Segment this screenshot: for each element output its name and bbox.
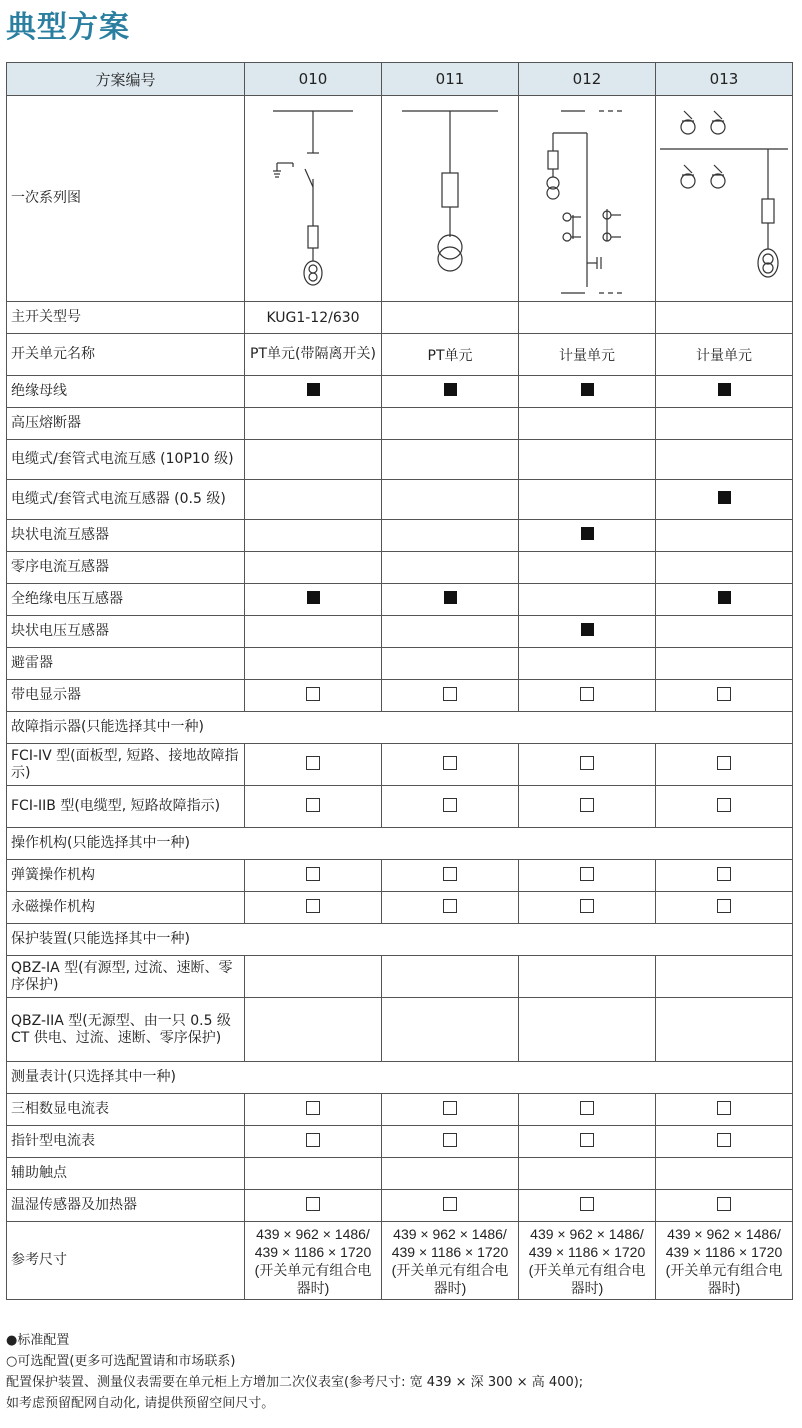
table-cell: [245, 408, 382, 440]
size-line: 439 × 1186 × 1720: [391, 1243, 509, 1260]
table-cell: [382, 584, 519, 616]
table-cell: [519, 480, 656, 520]
section-row: [7, 712, 793, 744]
table-cell: 计量单元: [519, 334, 656, 376]
optional-config-icon: [443, 798, 457, 812]
standard-config-icon: [581, 527, 594, 540]
optional-config-icon: [717, 899, 731, 913]
table-row: [7, 302, 793, 334]
table-cell: [245, 616, 382, 648]
table-cell: [382, 956, 519, 998]
table-cell: [382, 480, 519, 520]
optional-config-icon: [717, 756, 731, 770]
section-row: [7, 1062, 793, 1094]
optional-config-icon: [580, 798, 594, 812]
row-label: 辅助触点: [7, 1158, 245, 1190]
diagram-013: [656, 96, 793, 302]
table-cell: [519, 892, 656, 924]
table-cell: [245, 552, 382, 584]
size-cell: [382, 1222, 519, 1300]
table-cell: [519, 744, 656, 786]
table-cell: [382, 552, 519, 584]
table-cell: [656, 520, 793, 552]
size-line: 439 × 962 × 1486/: [530, 1225, 644, 1242]
row-label: 带电显示器: [7, 680, 245, 712]
table-cell: [382, 998, 519, 1062]
table-cell: [656, 1190, 793, 1222]
standard-config-icon: [444, 383, 457, 396]
standard-config-icon: [581, 383, 594, 396]
optional-config-icon: [580, 1197, 594, 1211]
standard-config-icon: [718, 491, 731, 504]
table-cell: [656, 860, 793, 892]
table-cell: [245, 1158, 382, 1190]
optional-config-icon: [306, 687, 320, 701]
single-line-diagram-icon: [660, 101, 790, 297]
section-label: 测量表计(只选择其中一种): [7, 1062, 793, 1094]
optional-config-icon: [717, 687, 731, 701]
table-row: [7, 956, 793, 998]
table-cell: [519, 440, 656, 480]
table-row: [7, 334, 793, 376]
optional-config-icon: [306, 798, 320, 812]
optional-config-icon: [717, 867, 731, 881]
optional-config-icon: [717, 1101, 731, 1115]
table-row: [7, 744, 793, 786]
table-cell: [519, 860, 656, 892]
table-row: [7, 1126, 793, 1158]
table-cell: [382, 744, 519, 786]
table-cell: [519, 648, 656, 680]
table-cell: [382, 1126, 519, 1158]
table-cell: [382, 408, 519, 440]
optional-config-icon: [443, 899, 457, 913]
size-cell: [656, 1222, 793, 1300]
table-cell: [519, 520, 656, 552]
diagram-row: [7, 96, 793, 302]
optional-config-icon: [580, 1133, 594, 1147]
table-cell: [245, 680, 382, 712]
standard-config-icon: [307, 383, 320, 396]
standard-config-icon: [581, 623, 594, 636]
table-cell: [656, 302, 793, 334]
note-line: ○可选配置(更多可选配置请和市场联系): [6, 1354, 236, 1369]
row-label: 弹簧操作机构: [7, 860, 245, 892]
diagram-label: 一次系列图: [7, 96, 245, 302]
diagram-011: [382, 96, 519, 302]
header-cell: 012: [519, 63, 656, 96]
size-line: 439 × 962 × 1486/: [393, 1225, 507, 1242]
row-label: 块状电压互感器: [7, 616, 245, 648]
table-cell: [382, 1094, 519, 1126]
table-cell: [245, 1126, 382, 1158]
table-row: [7, 440, 793, 480]
table-row: [7, 1094, 793, 1126]
note-line: 如考虑预留配网自动化, 请提供预留空间尺寸。: [6, 1396, 275, 1411]
row-label: 块状电流互感器: [7, 520, 245, 552]
header-cell: 013: [656, 63, 793, 96]
table-row: [7, 860, 793, 892]
row-label: 指针型电流表: [7, 1126, 245, 1158]
table-cell: [382, 376, 519, 408]
row-label: 开关单元名称: [7, 334, 245, 376]
single-line-diagram-icon: [253, 101, 373, 297]
scheme-table: [6, 62, 793, 1300]
table-cell: [519, 408, 656, 440]
table-cell: [245, 520, 382, 552]
table-cell: [656, 1158, 793, 1190]
table-cell: 计量单元: [656, 334, 793, 376]
size-line: 439 × 1186 × 1720: [665, 1243, 783, 1260]
diagram-012: [519, 96, 656, 302]
section-label: 操作机构(只能选择其中一种): [7, 828, 793, 860]
optional-config-icon: [306, 1133, 320, 1147]
optional-config-icon: [580, 1101, 594, 1115]
optional-config-icon: [443, 756, 457, 770]
optional-config-icon: [580, 867, 594, 881]
optional-config-icon: [443, 1197, 457, 1211]
row-label: 电缆式/套管式电流互感 (10P10 级): [7, 440, 245, 480]
optional-config-icon: [580, 899, 594, 913]
row-label: 电缆式/套管式电流互感器 (0.5 级): [7, 480, 245, 520]
size-cell: [519, 1222, 656, 1300]
size-line: (开关单元有组合电器时): [254, 1261, 372, 1296]
optional-config-icon: [306, 899, 320, 913]
optional-config-icon: [306, 756, 320, 770]
table-cell: [519, 998, 656, 1062]
table-cell: [656, 376, 793, 408]
single-line-diagram-icon: [523, 101, 653, 297]
table-row: [7, 480, 793, 520]
table-cell: [656, 744, 793, 786]
size-line: (开关单元有组合电器时): [391, 1261, 509, 1296]
section-label: 故障指示器(只能选择其中一种): [7, 712, 793, 744]
table-cell: [656, 892, 793, 924]
table-cell: [519, 552, 656, 584]
optional-config-icon: [443, 1101, 457, 1115]
table-cell: [519, 1094, 656, 1126]
optional-config-icon: [443, 687, 457, 701]
notes: [6, 1330, 583, 1414]
optional-config-icon: [443, 1133, 457, 1147]
table-cell: [519, 786, 656, 828]
table-row: [7, 998, 793, 1062]
table-cell: [245, 892, 382, 924]
row-label: 参考尺寸: [7, 1222, 245, 1300]
table-cell: [519, 1158, 656, 1190]
table-cell: [656, 584, 793, 616]
table-cell: [656, 616, 793, 648]
table-cell: [382, 520, 519, 552]
page-title: 典型方案: [6, 10, 130, 45]
table-cell: [382, 1190, 519, 1222]
standard-config-icon: [718, 383, 731, 396]
row-label: 避雷器: [7, 648, 245, 680]
table-row: [7, 584, 793, 616]
table-cell: [656, 480, 793, 520]
table-cell: [382, 440, 519, 480]
table-row: [7, 648, 793, 680]
table-cell: [519, 1126, 656, 1158]
table-cell: [245, 376, 382, 408]
header-cell: 方案编号: [7, 63, 245, 96]
row-label: 温湿传感器及加热器: [7, 1190, 245, 1222]
table-row: [7, 1190, 793, 1222]
section-label: 保护装置(只能选择其中一种): [7, 924, 793, 956]
note-line: ●标准配置: [6, 1333, 70, 1348]
table-cell: KUG1-12/630: [245, 302, 382, 334]
table-cell: [245, 440, 382, 480]
table-cell: [519, 1190, 656, 1222]
optional-config-icon: [306, 1197, 320, 1211]
row-label: 永磁操作机构: [7, 892, 245, 924]
table-cell: [245, 584, 382, 616]
table-cell: [519, 956, 656, 998]
note-line: 配置保护装置、测量仪表需要在单元柜上方增加二次仪表室(参考尺寸: 宽 439 × 深 300 × 高 400);: [6, 1375, 584, 1390]
header-cell: 010: [245, 63, 382, 96]
table-cell: [382, 680, 519, 712]
size-row: [7, 1222, 793, 1300]
optional-config-icon: [443, 867, 457, 881]
row-label: FCI-IV 型(面板型, 短路、接地故障指示): [7, 744, 245, 786]
table-cell: [245, 956, 382, 998]
row-label: 全绝缘电压互感器: [7, 584, 245, 616]
table-cell: [519, 302, 656, 334]
table-row: [7, 1158, 793, 1190]
size-line: 439 × 1186 × 1720: [528, 1243, 646, 1260]
table-cell: [656, 1094, 793, 1126]
optional-config-icon: [580, 756, 594, 770]
size-line: (开关单元有组合电器时): [528, 1261, 646, 1296]
table-cell: [519, 376, 656, 408]
row-label: 三相数显电流表: [7, 1094, 245, 1126]
row-label: FCI-IIB 型(电缆型, 短路故障指示): [7, 786, 245, 828]
standard-config-icon: [718, 591, 731, 604]
table-cell: [382, 786, 519, 828]
row-label: 零序电流互感器: [7, 552, 245, 584]
table-cell: [656, 552, 793, 584]
table-row: [7, 552, 793, 584]
row-label: QBZ-IA 型(有源型, 过流、速断、零序保护): [7, 956, 245, 998]
table-cell: [382, 302, 519, 334]
table-row: [7, 786, 793, 828]
table-cell: [245, 860, 382, 892]
table-cell: [656, 786, 793, 828]
table-cell: [382, 648, 519, 680]
table-cell: [245, 998, 382, 1062]
table-cell: [245, 480, 382, 520]
table-cell: [382, 1158, 519, 1190]
row-label: 高压熔断器: [7, 408, 245, 440]
table-cell: [519, 616, 656, 648]
optional-config-icon: [717, 798, 731, 812]
optional-config-icon: [717, 1197, 731, 1211]
row-label: QBZ-IIA 型(无源型、由一只 0.5 级 CT 供电、过流、速断、零序保护): [7, 998, 245, 1062]
section-row: [7, 828, 793, 860]
size-cell: [245, 1222, 382, 1300]
table-cell: [656, 680, 793, 712]
table-cell: [519, 584, 656, 616]
table-cell: [245, 1190, 382, 1222]
table-row: [7, 520, 793, 552]
size-line: 439 × 962 × 1486/: [256, 1225, 370, 1242]
standard-config-icon: [307, 591, 320, 604]
table-cell: [656, 648, 793, 680]
table-cell: [382, 860, 519, 892]
table-row: [7, 408, 793, 440]
table-row: [7, 616, 793, 648]
table-row: [7, 680, 793, 712]
header-cell: 011: [382, 63, 519, 96]
table-cell: [656, 408, 793, 440]
size-line: (开关单元有组合电器时): [665, 1261, 783, 1296]
table-cell: [656, 956, 793, 998]
table-row: [7, 892, 793, 924]
table-cell: [245, 744, 382, 786]
table-cell: [519, 680, 656, 712]
size-line: 439 × 962 × 1486/: [667, 1225, 781, 1242]
table-cell: [245, 1094, 382, 1126]
diagram-010: [245, 96, 382, 302]
standard-config-icon: [444, 591, 457, 604]
optional-config-icon: [306, 1101, 320, 1115]
table-cell: [245, 786, 382, 828]
table-cell: [382, 616, 519, 648]
table-cell: [656, 998, 793, 1062]
header-row: [7, 63, 793, 96]
optional-config-icon: [580, 687, 594, 701]
single-line-diagram-icon: [390, 101, 510, 297]
table-cell: [245, 648, 382, 680]
row-label: 主开关型号: [7, 302, 245, 334]
optional-config-icon: [306, 867, 320, 881]
table-row: [7, 376, 793, 408]
size-line: 439 × 1186 × 1720: [254, 1243, 372, 1260]
table-cell: PT单元(带隔离开关): [245, 334, 382, 376]
table-cell: PT单元: [382, 334, 519, 376]
optional-config-icon: [717, 1133, 731, 1147]
section-row: [7, 924, 793, 956]
table-cell: [656, 440, 793, 480]
table-cell: [656, 1126, 793, 1158]
table-cell: [382, 892, 519, 924]
row-label: 绝缘母线: [7, 376, 245, 408]
